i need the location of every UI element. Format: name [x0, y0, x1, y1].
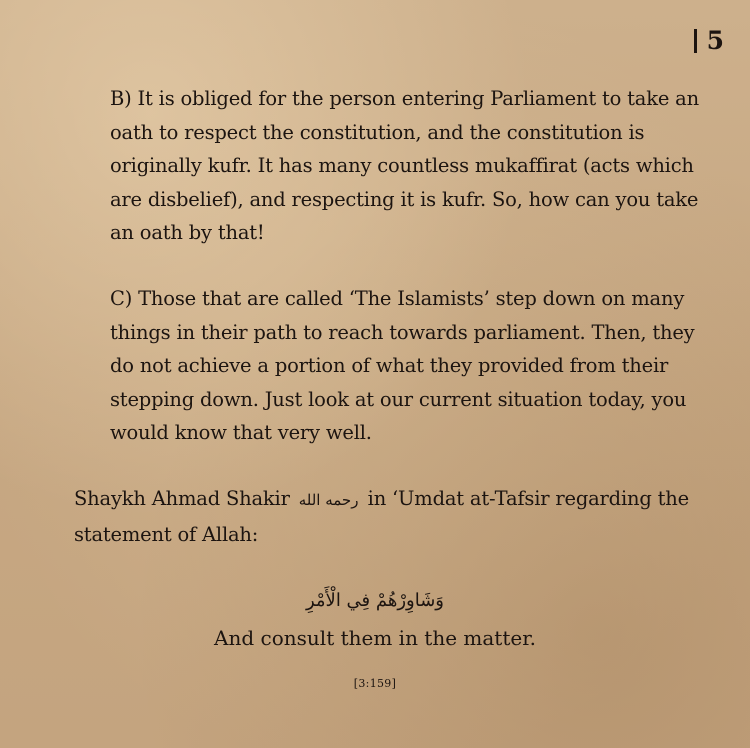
paragraph-c: C) Those that are called ‘The Islamists’ step down on many things in their path to reach towards parliament. Then, they do not achieve a portion of what they provided from their stepping down. Just look at our current situation today, you would know that very well. — [110, 287, 695, 444]
honorific-arabic: رحمه الله — [298, 491, 359, 509]
page-number — [694, 28, 724, 53]
verse-translation: And consult them in the matter. — [214, 626, 536, 650]
paragraph-b: B) It is obliged for the person entering Parliament to take an oath to respect the constitution, and the constitution is originally kufr. It has many countless mukaffirat (acts which are disbelief), and respecting it is kufr. So, how can you take an oath by that! — [110, 87, 699, 244]
page-number-value: 5 — [706, 26, 724, 55]
page-number-divider — [694, 29, 697, 53]
verse-reference: [3:159] — [353, 677, 397, 690]
verse-arabic: وَشَاوِرْهُمْ فِي الْأَمْرِ — [305, 590, 444, 611]
paragraph-shakir — [74, 482, 714, 551]
scholar-name: Shaykh Ahmad Shakir — [74, 487, 290, 510]
shakir-statement: in ‘Umdat at-Tafsir regarding the statement of Allah: — [74, 487, 689, 546]
